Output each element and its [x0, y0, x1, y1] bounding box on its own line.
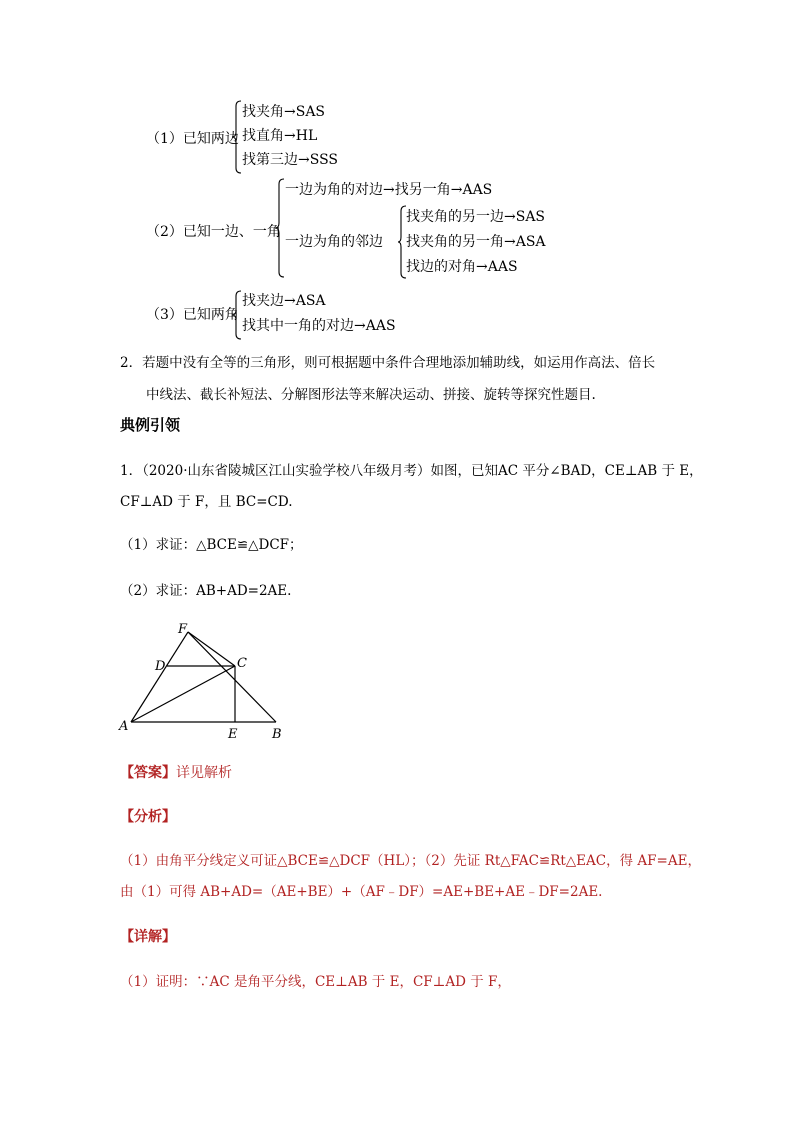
case2-brace	[275, 178, 285, 278]
point-label-A: A	[119, 719, 129, 734]
point-label-C: C	[237, 656, 247, 671]
point-label-F: F	[178, 622, 188, 637]
note2-line2: 中线法、截长补短法、分解图形法等来解决运动、拼接、旋转等探究性题目.	[146, 387, 596, 403]
point-label-D: D	[155, 659, 166, 674]
question-1: （1）求证：△BCE≌△DCF；	[120, 537, 303, 553]
analysis-line1: （1）由角平分线定义可证△BCE≌△DCF（HL）；（2）先证 Rt△FAC≌Rt△EAC，得 AF=AE，	[120, 853, 701, 869]
analysis-line2: 由（1）可得 AB+AD=（AE+BE）+（AF﹣DF）=AE+BE+AE﹣DF=2AE.	[120, 884, 603, 900]
problem-line2: CF⊥AD 于 F，且 BC=CD.	[120, 494, 293, 510]
case1-item-2: 找直角→HL	[242, 128, 318, 144]
case1-item-3: 找第三边→SSS	[242, 152, 339, 168]
case3-label: （3）已知两角	[146, 307, 239, 323]
segment-FB	[188, 632, 276, 722]
case2-adjacent-item-1: 找夹角的另一边→SAS	[406, 209, 546, 225]
case1-label: （1）已知两边	[146, 131, 239, 147]
segment-AF	[131, 632, 188, 722]
note2-line1: 2．若题中没有全等的三角形，则可根据题中条件合理地添加辅助线，如运用作高法、倍长	[120, 355, 656, 371]
case2-opposite: 一边为角的对边→找另一角→AAS	[285, 182, 493, 198]
segment-AC	[131, 666, 235, 722]
case2-adjacent-item-2: 找夹角的另一角→ASA	[406, 234, 546, 250]
case2-label: （2）已知一边、一角	[146, 224, 281, 240]
case2-adjacent-label: 一边为角的邻边	[285, 234, 383, 250]
answer-line	[120, 764, 232, 782]
case3-brace	[232, 290, 242, 340]
case1-brace	[232, 100, 242, 174]
detail-tag: 【详解】	[120, 929, 176, 945]
case1-item-1: 找夹角→SAS	[242, 104, 326, 120]
question-2: （2）求证：AB+AD=2AE.	[120, 583, 292, 599]
problem-line1: 1．（2020·山东省陵城区江山实验学校八年级月考）如图，已知AC 平分∠BAD，CE⊥AB 于 E，	[120, 463, 703, 479]
section-title: 典例引领	[120, 416, 181, 434]
answer-text: 详见解析	[176, 765, 232, 781]
analysis-tag: 【分析】	[120, 809, 176, 825]
point-label-E: E	[228, 727, 238, 742]
detail-line1: （1）证明：∵AC 是角平分线，CE⊥AB 于 E，CF⊥AD 于 F，	[120, 974, 511, 990]
point-label-B: B	[272, 727, 282, 742]
case2-adjacent-item-3: 找边的对角→AAS	[406, 259, 518, 275]
case3-item-2: 找其中一角的对边→AAS	[242, 318, 396, 334]
case3-item-1: 找夹边→ASA	[242, 293, 326, 309]
segment-FC	[188, 632, 235, 666]
geometry-figure	[115, 620, 295, 749]
answer-tag: 【答案】	[120, 765, 176, 781]
